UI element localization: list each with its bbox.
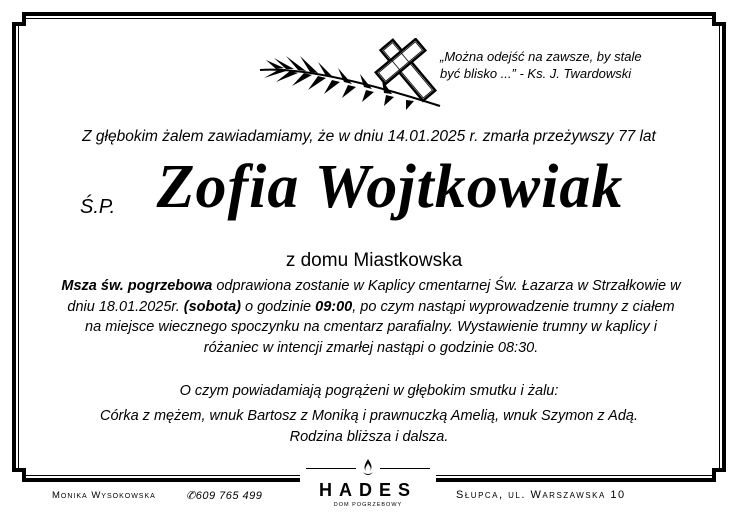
footer-phone: ✆609 765 499 <box>186 490 263 502</box>
hades-logo <box>300 458 436 514</box>
mass-label: Msza św. pogrzebowa <box>61 278 213 294</box>
family-list <box>0 406 738 448</box>
deceased-name: Zofia Wojtkowiak <box>156 153 624 221</box>
family-line: Córka z mężem, wnuk Bartosz z Moniką i prawnuczką Amelią, wnuk Szymon z Adą. <box>99 408 639 424</box>
mass-text: o godzinie <box>240 298 316 315</box>
logo-rule <box>380 468 430 469</box>
announcement-intro: Z głębokim żalem zawiadamiamy, że w dniu 14.01.2025 r. zmarła przeżywszy 77 lat <box>82 128 656 145</box>
footer-contact-name: Monika Wysokowska <box>52 490 156 501</box>
quote <box>440 48 700 82</box>
mass-text: , po czym nastąpi wyprowadzenie trumny z ciałem na miejsce wiecznego spoczynku na cmentarz parafialny. Wystawienie trumny w kaplicy i różaniec w intencji zmarłej nastąpi o godzinie 08:30. <box>85 298 675 356</box>
footer-address: Słupca, ul. Warszawska 10 <box>456 489 626 501</box>
maiden-name: z domu Miastkowska <box>285 250 463 271</box>
mass-text: odprawiona zostanie w Kaplicy cmentarnej Św. Łazarza w Strzałkowie w dniu 18.01.2025r. <box>67 278 681 315</box>
mourners-notice: O czym powiadamiają pogrążeni w głębokim smutku i żalu: <box>179 383 559 399</box>
family-line: Rodzina bliższa i dalsza. <box>289 429 449 445</box>
quote-line: „Można odejść na zawsze, by stale <box>440 49 642 64</box>
cross-icon <box>256 38 442 112</box>
name-prefix: Ś.P. <box>80 196 116 218</box>
quote-line: być blisko ...” - Ks. J. Twardowski <box>440 66 632 81</box>
logo-rule <box>306 468 356 469</box>
logo-subtitle: DOM POGRZEBOWY <box>333 502 403 508</box>
mass-time: 09:00 <box>315 298 353 315</box>
mass-day: (sobota) <box>183 298 241 315</box>
funeral-details <box>60 276 682 358</box>
flame-icon <box>360 458 376 478</box>
logo-name: HADES <box>318 480 417 500</box>
